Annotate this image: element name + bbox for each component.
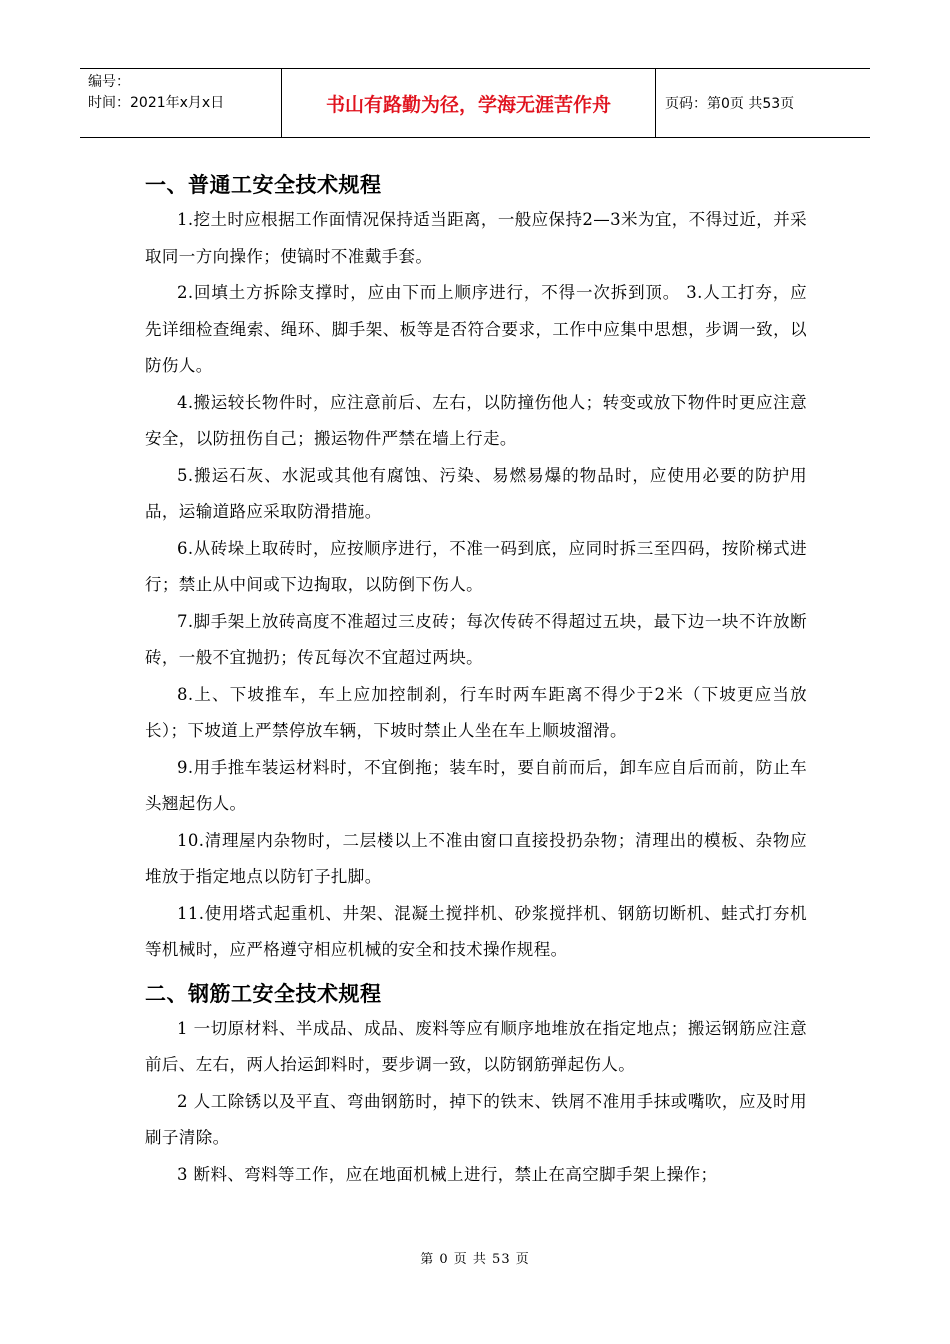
paragraph: 3 断料、弯料等工作，应在地面机械上进行，禁止在高空脚手架上操作； (177, 1164, 718, 1184)
paragraph: 9.用手推车装运材料时，不宜倒拖；装车时，要自前而后，卸车应自后而前，防止车头翘起伤人。 (145, 757, 807, 813)
header-meta (80, 69, 282, 137)
paragraph: 1.挖土时应根据工作面情况保持适当距离，一般应保持2—3米为宜，不得过近，并采取同一方向操作；使镐时不准戴手套。 (145, 210, 807, 266)
header-page-label: 页码：第0页 共53页 (665, 96, 795, 112)
paragraph: 6.从砖垛上取砖时，应按顺序进行，不准一码到底，应同时拆三至四码，按阶梯式进行；禁止从中间或下边掏取，以防倒下伤人。 (145, 538, 807, 594)
header-table (80, 68, 870, 138)
paragraph: 8.上、下坡推车，车上应加控制刹，行车时两车距离不得少于2米（下坡更应当放长）；下坡道上严禁停放车辆，下坡时禁止人坐在车上顺坡溜滑。 (145, 684, 807, 740)
paragraph: 7.脚手架上放砖高度不准超过三皮砖；每次传砖不得超过五块，最下边一块不许放断砖，一般不宜抛扔；传瓦每次不宜超过两块。 (145, 611, 807, 667)
paragraph: 4.搬运较长物件时，应注意前后、左右，以防撞伤他人；转变或放下物件时更应注意安全，以防扭伤自己；搬运物件严禁在墙上行走。 (145, 392, 807, 448)
document-body (145, 168, 807, 1193)
paragraph: 5.搬运石灰、水泥或其他有腐蚀、污染、易燃易爆的物品时，应使用必要的防护用品，运输道路应采取防滑措施。 (145, 465, 807, 521)
paragraph: 10.清理屋内杂物时，二层楼以上不准由窗口直接投扔杂物；清理出的模板、杂物应堆放于指定地点以防钉子扎脚。 (145, 830, 807, 886)
paragraph: 2 人工除锈以及平直、弯曲钢筋时，掉下的铁末、铁屑不准用手抹或嘴吹，应及时用刷子清除。 (145, 1091, 807, 1147)
section-title: 一、普通工安全技术规程 (145, 173, 382, 197)
paragraph: 1 一切原材料、半成品、成品、废料等应有顺序地堆放在指定地点；搬运钢筋应注意前后、左右，两人抬运卸料时，要步调一致，以防钢筋弹起伤人。 (145, 1018, 807, 1074)
document-date-label: 时间：2021年x月x日 (88, 95, 225, 111)
paragraph: 2.回填土方拆除支撑时，应由下而上顺序进行，不得一次拆到顶。 3.人工打夯，应先详细检查绳索、绳环、脚手架、板等是否符合要求，工作中应集中思想，步调一致，以防伤人。 (145, 283, 807, 375)
document-number-label: 编号： (88, 74, 130, 90)
page-footer: 第 0 页 共 53 页 (420, 1252, 530, 1267)
paragraph: 11.使用塔式起重机、井架、混凝土搅拌机、砂浆搅拌机、钢筋切断机、蛙式打夯机等机械时，应严格遵守相应机械的安全和技术操作规程。 (145, 903, 807, 959)
header-motto: 书山有路勤为径，学海无涯苦作舟 (282, 69, 656, 137)
section-title: 二、钢筋工安全技术规程 (145, 981, 382, 1006)
